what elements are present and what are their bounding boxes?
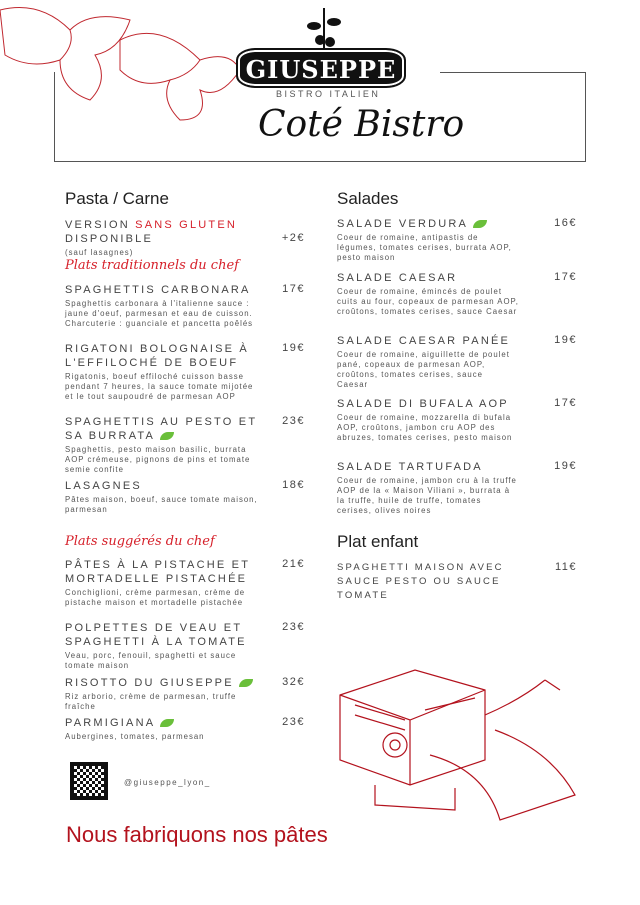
menu-item: SPAGHETTIS AU PESTO ET SA BURRATA 23€ Spaghettis, pesto maison basilic, burrata AOP crémeuse, pignons de pins et tomate semie confite xyxy=(65,415,305,474)
vegetarian-leaf-icon xyxy=(160,719,174,727)
pasta-machine-illustration xyxy=(335,660,580,825)
gluten-suffix: DISPONIBLE xyxy=(65,233,154,245)
menu-item: SALADE CAESAR 17€ Coeur de romaine, émincés de poulet cuits au four, copeaux de parmesan AOP, croûtons, tomates cerises, sauce Caesar xyxy=(337,271,577,316)
menu-item: LASAGNES 18€ Pâtes maison, boeuf, sauce tomate maison, parmesan xyxy=(65,479,305,514)
menu-item: RISOTTO DU GIUSEPPE 32€ Riz arborio, crème de parmesan, truffe fraîche xyxy=(65,676,305,711)
vegetarian-leaf-icon xyxy=(160,432,174,440)
section-title-salades: Salades xyxy=(337,189,399,208)
menu-item: PARMIGIANA 23€ Aubergines, tomates, parmesan xyxy=(65,716,305,741)
section-title-pasta: Pasta / Carne xyxy=(65,189,169,208)
gluten-prefix: VERSION xyxy=(65,219,136,231)
tagline: Coté Bistro xyxy=(258,104,465,145)
olive-branch-icon xyxy=(300,6,350,50)
gluten-free-note xyxy=(65,218,305,258)
gluten-highlight: SANS GLUTEN xyxy=(135,219,238,231)
menu-item: SPAGHETTI MAISON AVEC SAUCE PESTO OU SAUCE TOMATE 11€ xyxy=(337,561,577,601)
gluten-exception: (sauf lasagnes) xyxy=(65,248,134,257)
vegetarian-leaf-icon xyxy=(473,220,487,228)
section-title-kids: Plat enfant xyxy=(337,532,419,551)
logo: GIUSEPPE xyxy=(236,48,406,88)
slogan: Nous fabriquons nos pâtes xyxy=(66,822,328,847)
logo-subtitle: BISTRO ITALIEN xyxy=(276,89,381,99)
gluten-price: +2€ xyxy=(281,232,305,244)
menu-item: POLPETTES DE VEAU ET SPAGHETTI À LA TOMATE 23€ Veau, porc, fenouil, spaghetti et sauce tomate maison xyxy=(65,621,305,670)
menu-item: SALADE DI BUFALA AOP 17€ Coeur de romaine, mozzarella di bufala AOP, croûtons, jambon cru AOP des abruzes, tomates cerises, pesto maison xyxy=(337,397,577,442)
subsection-suggested: Plats suggérés du chef xyxy=(65,534,215,549)
menu-item: SALADE TARTUFADA 19€ Coeur de romaine, jambon cru à la truffe AOP de la « Maison Viliani », burrata à la truffe, huile de truffe, tomates cerises, olives noires xyxy=(337,460,577,515)
instagram-handle[interactable]: @giuseppe_lyon_ xyxy=(124,778,211,787)
subsection-traditional: Plats traditionnels du chef xyxy=(65,258,239,273)
menu-item: SALADE VERDURA 16€ Coeur de romaine, antipastis de légumes, tomates cerises, burrata AOP, pesto maison xyxy=(337,217,577,262)
menu-item: RIGATONI BOLOGNAISE À L'EFFILOCHÉ DE BOEUF 19€ Rigatonis, boeuf effiloché cuisson basse pendant 7 heures, la sauce tomate mijotée et le tout saupoudré de parmesan AOP xyxy=(65,342,305,401)
menu-item: SALADE CAESAR PANÉE 19€ Coeur de romaine, aiguillette de poulet pané, copeaux de parmesan AOP, croûtons, tomates cerises, sauce Caesar xyxy=(337,334,577,389)
menu-item: PÂTES À LA PISTACHE ET MORTADELLE PISTACHÉE 21€ Conchiglioni, crème parmesan, crème de pistache maison et mortadelle pistachée xyxy=(65,558,305,607)
menu-item: SPAGHETTIS CARBONARA 17€ Spaghettis carbonara à l'italienne sauce : jaune d'oeuf, parmesan et eau de cuisson. Charcuterie : guanciale et pancetta poêlés xyxy=(65,283,305,328)
vegetarian-leaf-icon xyxy=(239,679,253,687)
qr-code[interactable] xyxy=(70,762,108,800)
